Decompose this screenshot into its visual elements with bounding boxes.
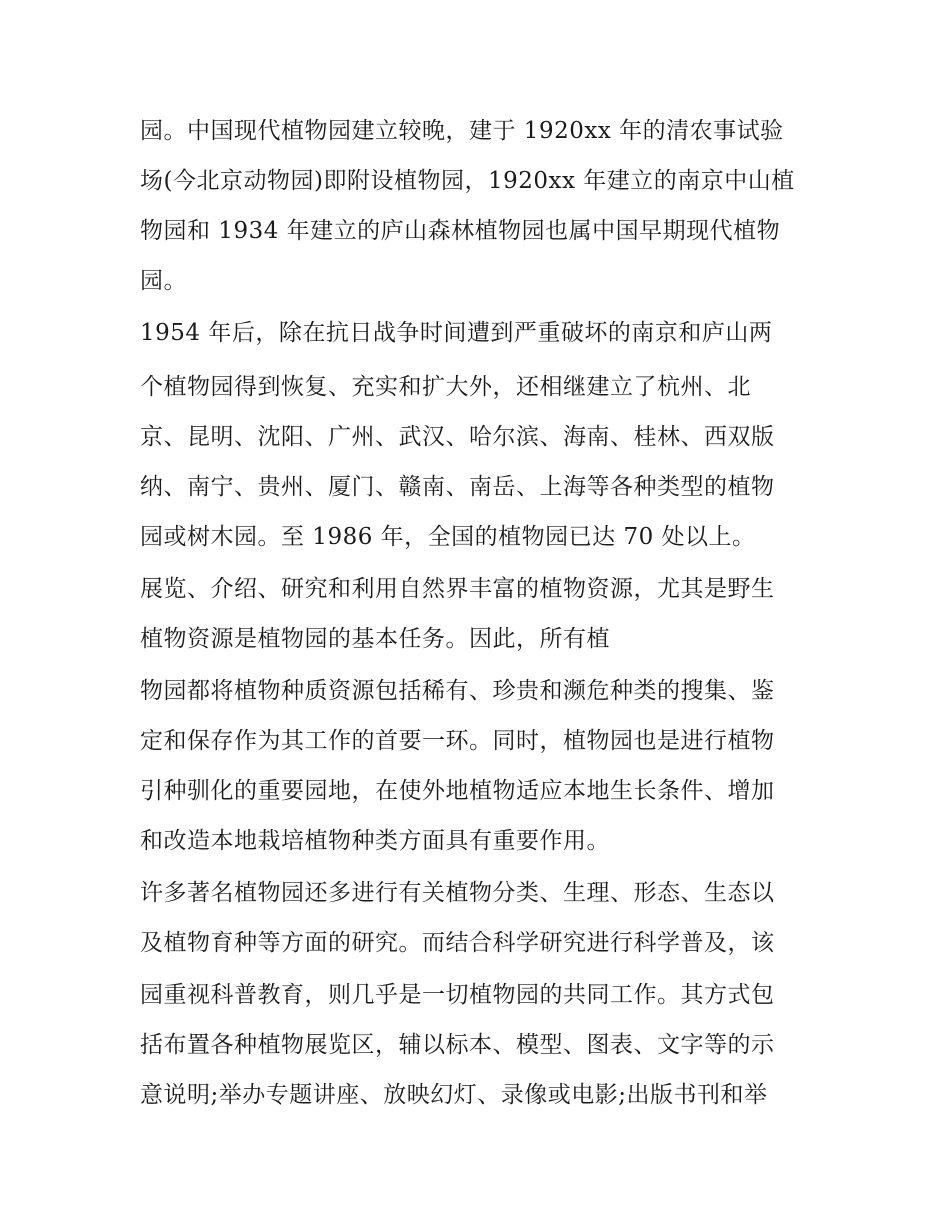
- text-line: 物园和 1934 年建立的庐山森林植物园也属中国早期现代植物: [140, 218, 781, 244]
- text-line: 物园都将植物种质资源包括稀有、珍贵和濒危种类的搜集、鉴: [140, 678, 775, 704]
- text-line: 园。: [140, 268, 187, 294]
- text-line: 许多著名植物园还多进行有关植物分类、生理、形态、生态以: [140, 880, 775, 906]
- text-line: 和改造本地栽培植物种类方面具有重要作用。: [140, 828, 610, 854]
- text-line: 植物资源是植物园的基本任务。因此，所有植: [140, 626, 610, 652]
- text-line: 场(今北京动物园)即附设植物园，1920xx 年建立的南京中山植: [140, 168, 795, 194]
- text-line: 京、昆明、沈阳、广州、武汉、哈尔滨、海南、桂林、西双版: [140, 424, 775, 450]
- text-line: 园。中国现代植物园建立较晚，建于 1920xx 年的清农事试验: [140, 118, 784, 144]
- text-line: 及植物育种等方面的研究。而结合科学研究进行科学普及，该: [140, 930, 775, 956]
- text-line: 引种驯化的重要园地，在使外地植物适应本地生长条件、增加: [140, 778, 775, 804]
- text-line: 个植物园得到恢复、充实和扩大外，还相继建立了杭州、北: [140, 374, 751, 400]
- text-line: 定和保存作为其工作的首要一环。同时，植物园也是进行植物: [140, 728, 775, 754]
- text-line: 园重视科普教育，则几乎是一切植物园的共同工作。其方式包: [140, 982, 775, 1008]
- text-line: 1954 年后，除在抗日战争时间遭到严重破坏的南京和庐山两: [140, 320, 773, 346]
- text-line: 园或树木园。至 1986 年，全国的植物园已达 70 处以上。: [140, 524, 756, 550]
- text-line: 意说明;举办专题讲座、放映幻灯、录像或电影;出版书刊和举: [140, 1082, 768, 1108]
- text-line: 展览、介绍、研究和利用自然界丰富的植物资源，尤其是野生: [140, 576, 775, 602]
- text-line: 括布置各种植物展览区，辅以标本、模型、图表、文字等的示: [140, 1032, 775, 1058]
- text-line: 纳、南宁、贵州、厦门、赣南、南岳、上海等各种类型的植物: [140, 474, 775, 500]
